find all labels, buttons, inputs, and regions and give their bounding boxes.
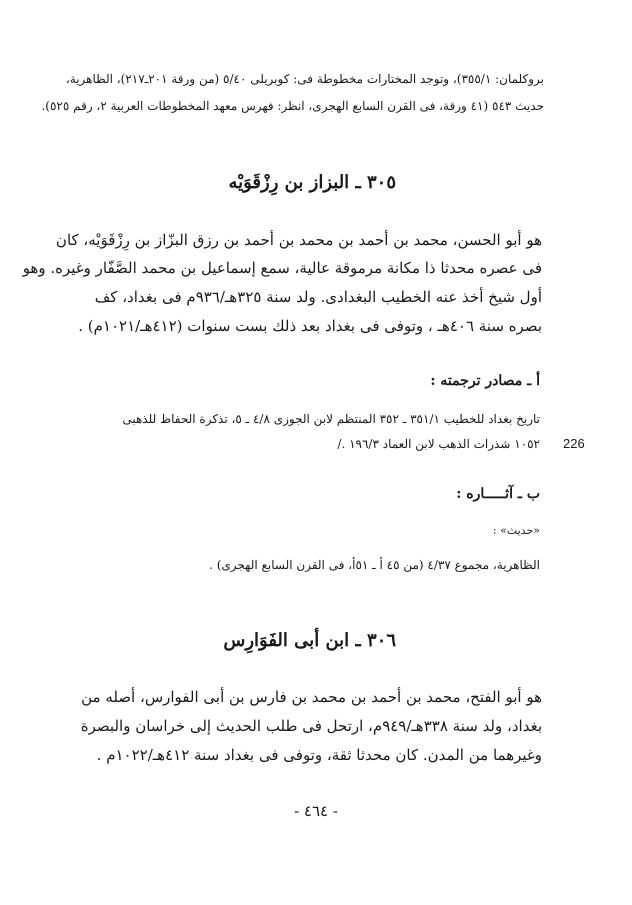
margin-number: 226 [563, 436, 585, 451]
section-a-title: أ ـ مصادر ترجمته : [430, 373, 540, 389]
section-a-line-1: تاريخ بغداد للخطيب ٣٥١/١ ـ ٣٥٢ المنتظم لابن الجوزى ٤/٨ ـ ٥، تذكرة الحفاظ للذهبى [122, 412, 540, 426]
footnote-line-2: حديث ٥٤٣ (٤١ ورقة، فى القرن السابع الهجرى، انظر: فهرس معهد المخطوطات العربية ٢، رقم ٥٢٥). [41, 99, 544, 113]
footnote-line-1: بروكلمان: ٣٥٥/١)، وتوجد المختارات مخطوطة فى: كوبريلى ٥/٤٠ (من ورقة ٢٠١ـ٢١٧)، الظاهرية، [65, 72, 544, 86]
entry-305-line-4: بصره سنة ٤٠٦هـ ، وتوفى فى بغداد بعد ذلك بست سنوات (٤١٢هـ/١٠٢١م) . [78, 317, 542, 335]
entry-306-line-2: بغداد، ولد سنة ٣٣٨هـ/٩٤٩م، ارتحل فى طلب الحديث إلى خراسان والبصرة [80, 717, 542, 735]
entry-305-line-3: أول شيخ أخذ عنه الخطيب البغدادى. ولد سنة ٣٢٥هـ/٩٣٦م فى بغداد، كف [94, 288, 542, 306]
entry-306-line-3: وغيرهما من المدن. كان محدثا ثقة، وتوفى فى بغداد سنة ٤١٢هـ/١٠٢٢م . [96, 746, 542, 764]
entry-305-line-2: فى عصره محدثا ذا مكانة مرموقة عالية، سمع إسماعيل بن محمد الصَّفّار وغيره. وهو [22, 259, 542, 277]
section-b-label: «حديث» : [492, 524, 540, 537]
page-number: - ٤٦٤ - [294, 802, 338, 820]
section-b-title: ب ـ آثـــــاره : [456, 486, 540, 502]
entry-305-line-1: هو أبو الحسن، محمد بن أحمد بن محمد بن أحمد بن رزق البزّاز بن رِزْقَوَيْه، كان [55, 231, 542, 249]
section-b-line-1: الظاهرية، مجموع ٤/٣٧ (من ٤٥ أ ـ ٥١أ، فى القرن السابع الهجرى) . [209, 558, 540, 572]
section-a-line-2: ١٠٥٢ شذرات الذهب لابن العماد ١٩٦/٣ ./ [337, 437, 540, 451]
entry-306-line-1: هو أبو الفتح، محمد بن أحمد بن محمد بن فارس بن أبى الفوارس، أصله من [81, 688, 542, 706]
entry-305-heading: ٣٠٥ ـ البزاز بن رِزْقَوَيْه [228, 172, 396, 193]
entry-306-heading: ٣٠٦ ـ ابن أبى الفَوَارِس [223, 630, 396, 651]
